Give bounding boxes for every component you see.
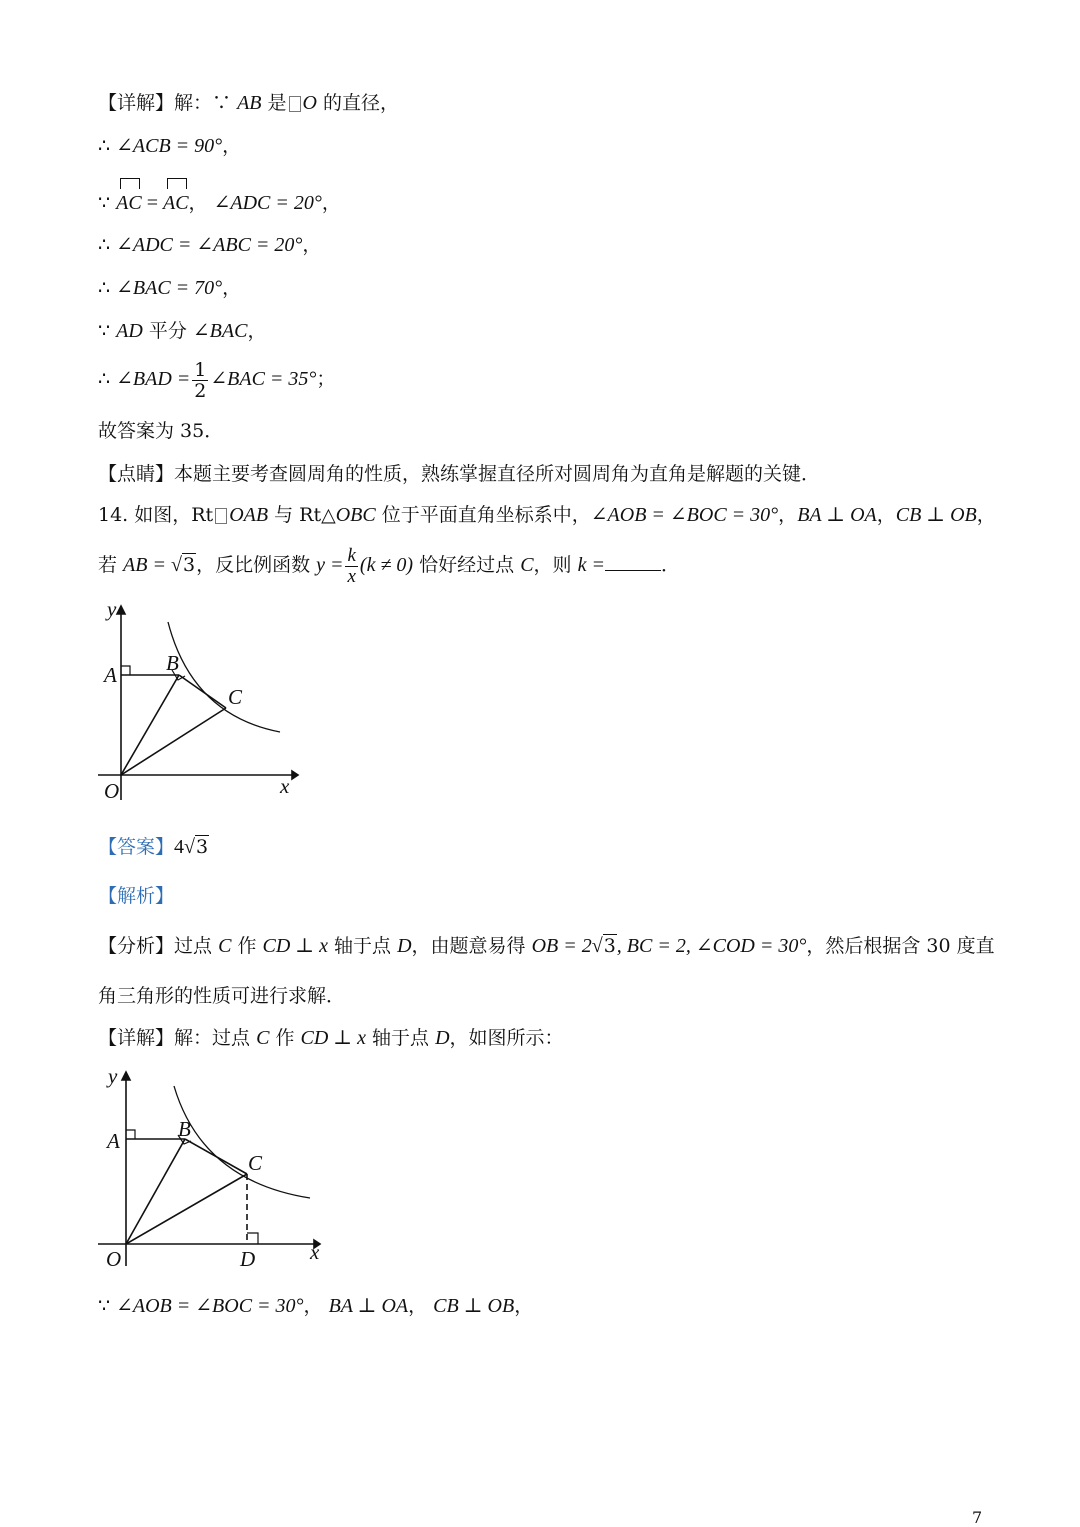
fenxi-line-2: 角三角形的性质可进行求解． <box>98 985 346 1007</box>
circle-symbol-icon <box>289 96 301 112</box>
fenxi-line-1: 【分析】过点 C 作 CD ⊥ x 轴于点 D，由题意易得 OB = 2√3, BC = 2, ∠COD = 30°，然后根据含 30 度直 <box>98 935 995 957</box>
solution-line-7: ∴ ∠BAD = $\frac{1}{2}$ ∠BAC = 35°； <box>98 358 336 402</box>
question-14-line-2: 若 AB = √3，反比例函数 y = $\frac{k}{x}$ (k ≠ 0) 恰好经过点 C，则 k = ． <box>98 544 680 587</box>
triangle-symbol-icon <box>215 508 227 524</box>
section-tag: 【详解】 <box>98 92 175 114</box>
fig1-label-x: x <box>280 774 290 798</box>
section-tag: 【分析】 <box>98 935 175 957</box>
solution-line-6: ∵ AD 平分 ∠BAC， <box>98 320 267 342</box>
analysis-tag: 【解析】 <box>98 885 175 907</box>
arc-notation: AC <box>116 178 142 216</box>
fig2-label-b: B <box>178 1117 191 1141</box>
fig1-label-y: y <box>107 600 117 621</box>
solution-line-2: ∴ ∠ACB = 90°， <box>98 135 242 157</box>
fig2-label-x: x <box>310 1240 320 1264</box>
fig2-label-a: A <box>107 1129 120 1153</box>
analysis-line <box>98 883 174 909</box>
solution-line-8: 故答案为 35． <box>98 420 224 442</box>
solution-line-3: ∵ AC = AC， ∠ADC = 20°， <box>98 178 341 216</box>
fig1-label-c: C <box>228 685 243 709</box>
fig2-label-o: O <box>106 1247 122 1271</box>
answer-tag: 【答案】 <box>98 836 175 858</box>
fraction: $\frac{k}{x}$ <box>347 544 356 587</box>
last-line: ∵ ∠AOB = ∠BOC = 30°， BA ⊥ OA， CB ⊥ OB， <box>98 1295 534 1317</box>
answer-blank <box>605 552 661 571</box>
solution-line-4: ∴ ∠ADC = ∠ABC = 20°， <box>98 234 322 256</box>
fig2-label-d: D <box>240 1247 256 1271</box>
figure-1 <box>92 600 312 810</box>
section-tag: 【点睛】 <box>98 463 175 485</box>
fig1-label-b: B <box>166 651 179 675</box>
arc-notation: AC <box>163 178 189 216</box>
solution-line-1: 【详解】解：∵ AB 是 O 的直径， <box>98 92 400 114</box>
solution-line-5: ∴ ∠BAC = 70°， <box>98 277 242 299</box>
fraction: $\frac{1}{2}$ <box>194 358 207 402</box>
fig2-label-y: y <box>108 1066 118 1088</box>
answer-line: 【答案】4√3 <box>98 836 209 858</box>
xiangjie-line: 【详解】解：过点 C 作 CD ⊥ x 轴于点 D，如图所示： <box>98 1027 564 1049</box>
page-number: 7 <box>972 1508 983 1527</box>
figure-2 <box>92 1066 332 1276</box>
section-tag: 【详解】 <box>98 1027 175 1049</box>
fig2-label-c: C <box>248 1151 263 1175</box>
fig1-label-a: A <box>104 663 117 687</box>
solution-line-9: 【点睛】本题主要考查圆周角的性质，熟练掌握直径所对圆周角为直角是解题的关键． <box>98 463 821 485</box>
question-14-line-1: 14. 如图，Rt OAB 与 Rt△OBC 位于平面直角坐标系中，∠AOB = ∠BOC = 30°，BA ⊥ OA，CB ⊥ OB， <box>98 504 996 526</box>
fig1-label-o: O <box>104 779 120 803</box>
